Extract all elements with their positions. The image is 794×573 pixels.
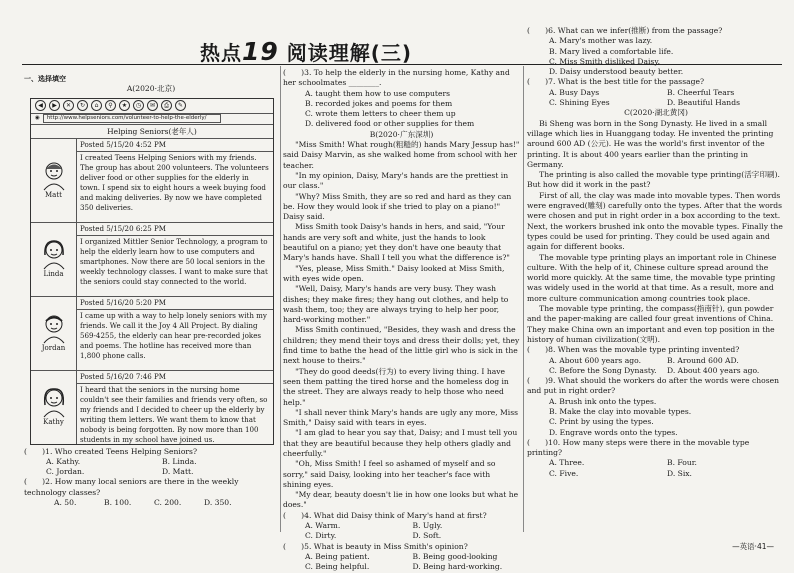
- option[interactable]: A. Busy Days: [549, 87, 600, 97]
- paragraph: The printing is also called the movable type printing(活字印刷). But how did it work in the past?: [527, 170, 780, 190]
- option[interactable]: D. delivered food or other supplies for them: [305, 119, 475, 129]
- option[interactable]: C. Print by using the types.: [549, 417, 654, 427]
- question-3: ( )3. To help the elderly in the nursing home, Kathy and her schoolmates ________.: [283, 68, 510, 88]
- question-9-options: [527, 397, 785, 438]
- question-7-options: [527, 88, 785, 109]
- question-6: ( )6. What can we infer(推断) from the passage?: [527, 26, 723, 35]
- option[interactable]: C. Miss Smith disliked Daisy.: [549, 56, 661, 66]
- paragraph: Bi Sheng was born in the Song Dynasty. He lived in a small village which lies in Huanggang today. He invented the printing around 600 AD (公元). He was the world's first inventor of the printing. It is about 400 years earlier than the printing in Germany.: [527, 118, 774, 169]
- forum-post: [31, 139, 273, 223]
- option[interactable]: C. Before the Song Dynasty.: [549, 365, 657, 375]
- option[interactable]: C. Being helpful.: [305, 562, 370, 572]
- question-1-options: [24, 457, 278, 478]
- avatar: [31, 297, 77, 370]
- column-divider: [280, 66, 281, 532]
- post-timestamp: Posted 5/16/20 5:20 PM: [77, 297, 273, 310]
- option[interactable]: A. Brush ink onto the types.: [549, 396, 657, 406]
- question-10: ( )10. How many steps were there in the movable type printing?: [527, 437, 750, 458]
- option[interactable]: D. 350.: [204, 498, 232, 508]
- option[interactable]: B. Linda.: [162, 456, 197, 466]
- page-number: —英语·41—: [732, 542, 774, 551]
- avatar: [31, 223, 77, 296]
- paragraph: "Miss Smith! What rough(粗糙的) hands Mary Jessup has!" said Daisy Marvin, as she walked home from school with her teacher.: [283, 140, 520, 170]
- post-author: Linda: [43, 269, 64, 278]
- forum-browser-window: [30, 98, 274, 445]
- post-timestamp: Posted 5/15/20 4:52 PM: [77, 139, 273, 152]
- forward-icon[interactable]: ▶: [49, 100, 60, 111]
- option[interactable]: B. Make the clay into movable types.: [549, 406, 692, 416]
- avatar: [31, 139, 77, 222]
- post-timestamp: Posted 5/16/20 7:46 PM: [77, 371, 273, 384]
- post-author: Matt: [45, 190, 62, 199]
- question-5-options: [283, 552, 520, 573]
- question-9: ( )9. What should the workers do after the words were chosen and put in right order?: [527, 376, 780, 396]
- question-6-options: [527, 36, 785, 77]
- question-2-options: [24, 498, 278, 508]
- option[interactable]: A. About 600 years ago.: [549, 355, 641, 365]
- option[interactable]: D. Beautiful Hands: [667, 98, 740, 108]
- question-10-options: [527, 458, 785, 479]
- option[interactable]: A. Mary's mother was lazy.: [549, 36, 653, 46]
- paragraph: "My dear, beauty doesn't lie in how one looks but what he does.": [283, 490, 519, 510]
- post-text: I came up with a way to help lonely seniors with my friends. We call it the Joy 4 All Project. By dialing 569-4255, the elderly can hear pre-recorded jokes and poems. The hotline has received more than 1,800 phone calls.: [80, 310, 267, 360]
- globe-icon: ◉: [35, 115, 40, 122]
- column-1: [24, 74, 278, 508]
- option[interactable]: D. Daisy understood beauty better.: [549, 67, 684, 77]
- history-icon[interactable]: ◷: [133, 100, 144, 111]
- column-3: [527, 26, 785, 479]
- option[interactable]: C. Five.: [549, 468, 579, 478]
- option[interactable]: D. Matt.: [162, 467, 194, 477]
- mail-icon[interactable]: ✉: [147, 100, 158, 111]
- option[interactable]: D. About 400 years ago.: [667, 365, 760, 375]
- question-2: ( )2. How many local seniors are there in the weekly technology classes?: [24, 477, 239, 497]
- url-field[interactable]: http://www.helpseniors.com/volunteer-to-help-the-elderly/: [43, 114, 221, 123]
- option[interactable]: A. Three.: [549, 458, 585, 468]
- question-3-options: [283, 89, 520, 130]
- paragraph: The movable type printing, the compass(指南针), gun powder and the paper-making are called four great inventions of China. They make China own an important and even top position in the history of human civilization(文明).: [527, 304, 775, 344]
- question-8-options: [527, 356, 785, 377]
- post-text: I heard that the seniors in the nursing home couldn't see their families and friends very often, so my friends and I decided to cheer up the elderly by writing them letters. We want them to know that nobody is being forgotten. By now more than 100 students in my school have joined us.: [80, 384, 268, 444]
- option[interactable]: C. Dirty.: [305, 531, 337, 541]
- page-title: 热点19 阅读理解(三): [200, 37, 413, 66]
- option[interactable]: D. Being hard-working.: [412, 562, 503, 572]
- paragraph: "Oh, Miss Smith! I feel so ashamed of myself and so sorry," said Daisy, looking into her teacher's face with shining eyes.: [283, 459, 496, 489]
- boy-avatar-icon: [41, 313, 67, 343]
- column-divider: [523, 66, 524, 532]
- forum-post: [31, 297, 273, 371]
- option[interactable]: B. Mary lived a comfortable life.: [549, 46, 674, 56]
- option[interactable]: A. taught them how to use computers: [305, 88, 451, 98]
- option[interactable]: A. 50.: [54, 498, 77, 508]
- option[interactable]: D. Soft.: [412, 531, 442, 541]
- post-author: Kathy: [43, 417, 64, 426]
- forum-title: Helping Seniors(老年人): [31, 125, 273, 139]
- paragraph: "Why? Miss Smith, they are so red and hard as they can be. How they would look if she tried to play on a piano!" Daisy said.: [283, 191, 512, 222]
- option[interactable]: D. Six.: [667, 468, 692, 478]
- boy-avatar-icon: [41, 160, 67, 190]
- edit-icon[interactable]: ✎: [175, 100, 186, 111]
- paragraph: Miss Smith continued, "Besides, they wash and dress the children; they mend their toys and dress their dolls; yet, they find time to bathe the head of the little girl who is sick in the next house to theirs.": [283, 325, 520, 366]
- print-icon[interactable]: ⎙: [161, 100, 172, 111]
- avatar: [31, 371, 77, 444]
- option[interactable]: A. Kathy.: [46, 456, 81, 466]
- option[interactable]: B. Ugly.: [412, 521, 443, 531]
- post-text: I organized Mittler Senior Technology, a program to help the elderly learn how to use computers and smartphones. Now there are 50 local seniors in the weekly technology classes. I want to make sure that the seniors could stay connected to the world.: [80, 236, 268, 286]
- section-heading: 一、选择填空: [24, 75, 66, 83]
- question-4-options: [283, 521, 520, 542]
- option[interactable]: B. Cheerful Tears: [667, 87, 735, 97]
- back-icon[interactable]: ◀: [35, 100, 46, 111]
- favorites-icon[interactable]: ★: [119, 100, 130, 111]
- paragraph: "In my opinion, Daisy, Mary's hands are the prettiest in our class.": [283, 170, 509, 191]
- option[interactable]: A. Warm.: [305, 521, 341, 531]
- passage-c-label: C(2020·湖北黄冈): [624, 108, 688, 118]
- question-1: ( )1. Who created Teens Helping Seniors?: [24, 446, 198, 456]
- paragraph: "I am glad to hear you say that, Daisy; and I must tell you that they are beautiful because they help others gladly and cheerfully.": [283, 428, 518, 458]
- post-author: Jordan: [41, 343, 66, 352]
- address-bar: [31, 114, 273, 125]
- search-icon[interactable]: ⚲: [105, 100, 116, 111]
- option[interactable]: D. Engrave words onto the types.: [549, 427, 678, 437]
- post-text: I created Teens Helping Seniors with my friends. The group has about 200 volunteers. The volunteers deliver food or other supplies for the elderly in town. I spend six to eight hours a week buying food and making deliveries. By now we have completed 350 deliveries.: [80, 152, 269, 212]
- paragraph: "They do good deeds(行为) to every living thing. I have seen them patting the tired horse and the homeless dog in the street. They are always ready to help those who need help.": [283, 366, 509, 407]
- option[interactable]: C. wrote them letters to cheer them up: [305, 109, 456, 119]
- paragraph: "I shall never think Mary's hands are ugly any more, Miss Smith," Daisy said with tears in eyes.: [283, 407, 519, 428]
- browser-toolbar: [31, 99, 273, 114]
- passage-b-label: B(2020·广东深圳): [369, 129, 434, 139]
- question-7: ( )7. What is the best title for the passage?: [527, 77, 705, 87]
- option[interactable]: B. recorded jokes and poems for them: [305, 98, 453, 108]
- girl-avatar-icon: [41, 387, 67, 417]
- paragraph: The movable type printing plays an important role in Chinese culture. With the help of it, Chinese culture spread around the world more quickly. At the same time, the movable type printing was widely used in the world at that time. As a result, more and more culture communication among countries took place.: [527, 252, 777, 303]
- post-timestamp: Posted 5/15/20 6:25 PM: [77, 223, 273, 236]
- question-4: ( )4. What did Daisy think of Mary's hand at first?: [283, 510, 487, 520]
- option[interactable]: B. Four.: [667, 458, 697, 468]
- forum-post: [31, 223, 273, 297]
- paragraph: Miss Smith took Daisy's hands in hers, and said, "Your hands are very soft and white, just the hands to look beautiful on a piano; yet they don't have one beauty that Mary's hands have. Shall I tell you what the difference is?": [283, 222, 510, 263]
- option[interactable]: B. Being good-looking: [412, 551, 498, 561]
- girl-avatar-icon: [41, 239, 67, 269]
- paragraph: "Yes, please, Miss Smith." Daisy looked at Miss Smith, with eyes wide open.: [283, 263, 505, 283]
- stop-icon[interactable]: ✕: [63, 100, 74, 111]
- option[interactable]: A. Being patient.: [305, 551, 370, 561]
- option[interactable]: C. Shining Eyes: [549, 98, 610, 108]
- option[interactable]: B. Around 600 AD.: [667, 355, 739, 365]
- question-5: ( )5. What is beauty in Miss Smith's opinion?: [283, 541, 468, 551]
- paragraph: "Well, Daisy, Mary's hands are very busy. They wash dishes; they make fires; they hang out clothes, and help to wash them, too; they are always trying to help her poor, hard-working mother.": [283, 284, 509, 325]
- option[interactable]: C. Jordan.: [46, 467, 85, 477]
- home-icon[interactable]: ⌂: [91, 100, 102, 111]
- passage-a-label: A(2020·北京): [126, 84, 176, 94]
- option[interactable]: C. 200.: [154, 498, 182, 508]
- paragraph: First of all, the clay was made into movable types. Then words were engraved(雕刻) carefully onto the types. After that the words were chosen and put in right order in a box according to the text. Next, the workers brushed ink onto the movable types. Finally the types could be used for printing. They could be used again and again for different books.: [527, 190, 783, 252]
- refresh-icon[interactable]: ↻: [77, 100, 88, 111]
- forum-post: [31, 371, 273, 444]
- option[interactable]: B. 100.: [104, 498, 132, 508]
- column-2: [283, 68, 520, 573]
- question-8: ( )8. When was the movable type printing invented?: [527, 345, 740, 355]
